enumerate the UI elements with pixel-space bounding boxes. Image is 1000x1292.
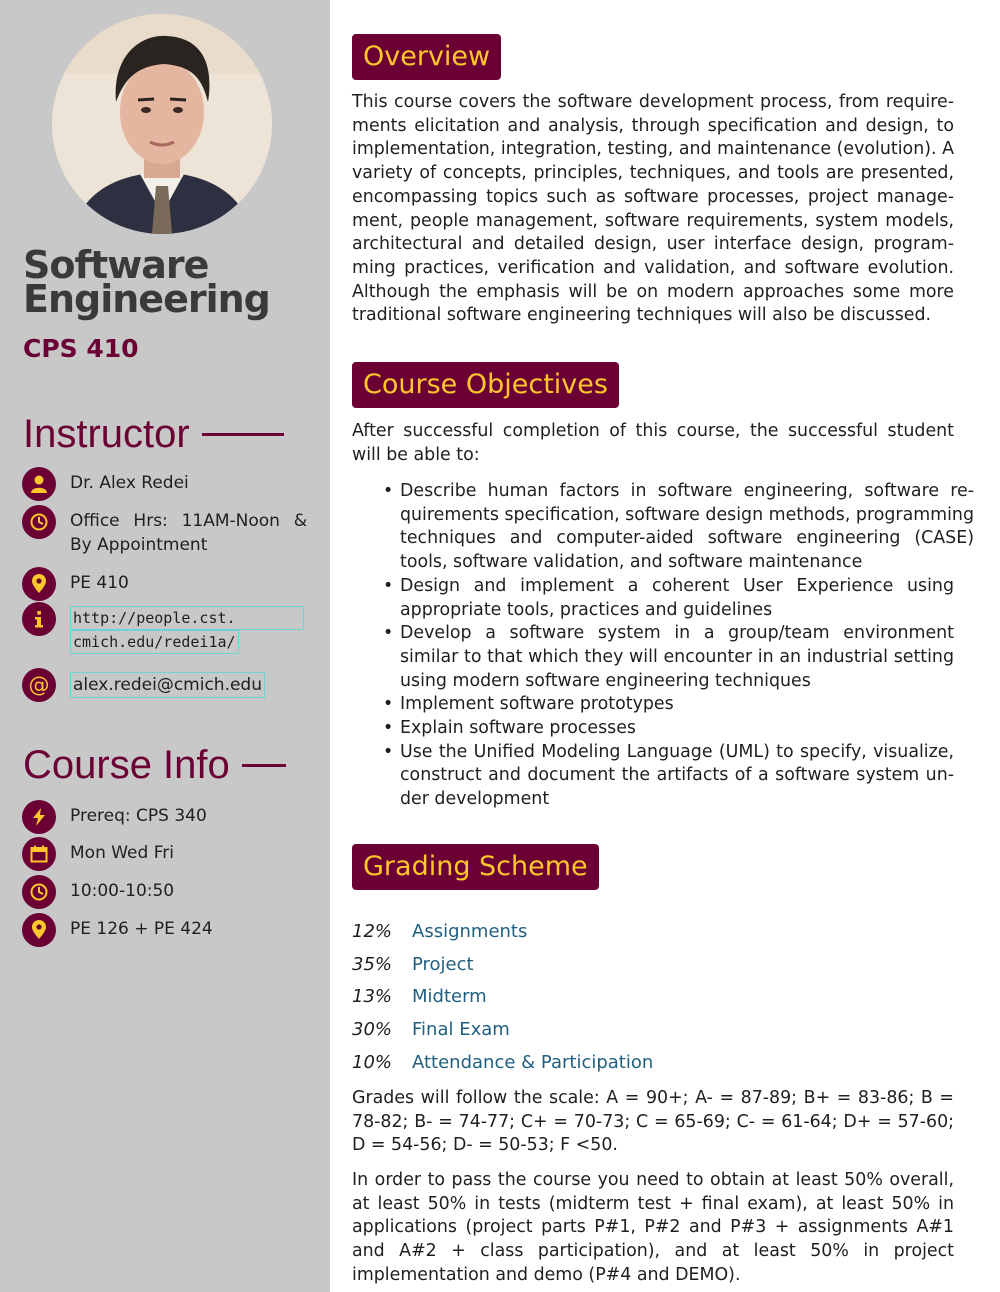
calendar-icon [22, 837, 56, 871]
grading-row [352, 1051, 653, 1075]
grading-heading: Grading Scheme [352, 844, 599, 890]
grade-percent: 35% [352, 954, 393, 975]
course-title-line2: Engineering [23, 277, 270, 321]
heading-rule [242, 764, 286, 767]
grade-percent: 12% [352, 921, 393, 942]
heading-rule [202, 433, 284, 436]
at-sign-icon: @ [22, 668, 56, 702]
office-hours-line1: Office Hrs: 11AM-Noon & [70, 511, 307, 531]
objectives-intro: After successful completion of this course, the successful student will be able to: [352, 421, 954, 465]
objective-item: • Use the Unified Modeling Language (UML) to specify, visualize, construct and document the artifacts of a software system under development [352, 741, 954, 812]
grade-percent: 30% [352, 1019, 393, 1040]
grade-item: Final Exam [412, 1019, 510, 1040]
instructor-website-link[interactable] [70, 606, 307, 654]
office-hours-line2: By Appointment [70, 535, 208, 555]
grading-row [352, 985, 487, 1009]
grading-row [352, 1018, 510, 1042]
office-hours-row [22, 509, 307, 557]
website-line1[interactable]: http://people.cst. [70, 606, 304, 630]
instructor-photo [52, 14, 272, 234]
class-room: PE 126 + PE 424 [70, 919, 213, 939]
user-icon [22, 467, 56, 501]
office-location: PE 410 [70, 573, 129, 593]
objective-item: • Design and implement a coherent User Experience using appropriate tools, practices and guidelines [352, 575, 954, 622]
clock-icon [22, 875, 56, 909]
prereq-row [22, 804, 307, 834]
grade-item: Project [412, 954, 474, 975]
class-days: Mon Wed Fri [70, 843, 174, 863]
instructor-heading-text: Instructor [23, 412, 190, 456]
website-line2[interactable]: cmich.edu/redei1a/ [70, 630, 239, 654]
overview-heading: Overview [352, 34, 501, 80]
website-row [22, 606, 307, 654]
objective-item: • Develop a software system in a group/team environment similar to that which they will encounter in an industrial setting using modern software engineering techniques [352, 622, 954, 693]
instructor-name: Dr. Alex Redei [70, 473, 189, 493]
course-info-heading [23, 743, 286, 788]
grade-item: Assignments [412, 921, 528, 942]
class-time: 10:00-10:50 [70, 881, 175, 901]
room-row [22, 917, 307, 947]
grading-row [352, 920, 527, 944]
course-title [23, 243, 270, 321]
grade-item: Attendance & Participation [412, 1052, 654, 1073]
map-pin-icon [22, 567, 56, 601]
email-row [22, 672, 307, 702]
objective-item: • Explain software processes [352, 717, 974, 741]
lightning-icon [22, 800, 56, 834]
instructor-email-link[interactable] [70, 672, 307, 698]
instructor-heading [23, 412, 284, 457]
objectives-list [352, 480, 974, 812]
overview-text: This course covers the software development process, from requirements elicitation and analysis, through specification and design, to implementation, integration, testing, and maintenance (evolution). A variety of concepts, principles, techniques, and tools are presented, encompassing topics such as software processes, project management, people management, software requirements, system models, architectural and detailed design, user interface design, programming practices, verification and validation, and software evolution. Although the emphasis will be on modern approaches some more traditional software engineering techniques will also be discussed. [352, 92, 954, 326]
map-pin-icon [22, 913, 56, 947]
grade-scale: Grades will follow the scale: A = 90+; A- = 87-89; B+ = 83-86; B = 78-82; B- = 74-77; C+ = 70-73; C = 65-69; C- = 61-64; D+ = 57-60; D = 54-56; D- = 50-53; F <50. [352, 1088, 954, 1156]
sidebar [0, 0, 330, 1292]
course-info-heading-text: Course Info [23, 743, 230, 787]
office-row [22, 571, 307, 601]
objectives-heading: Course Objectives [352, 362, 619, 408]
grading-row [352, 953, 474, 977]
info-icon [22, 602, 56, 636]
office-hours [70, 509, 307, 557]
course-code: CPS 410 [23, 334, 139, 363]
time-row [22, 879, 307, 909]
grade-percent: 10% [352, 1052, 393, 1073]
instructor-name-row [22, 471, 307, 501]
course-title-line1: Software [23, 243, 209, 287]
objective-item: • Implement software prototypes [352, 693, 974, 717]
pass-requirement: In order to pass the course you need to obtain at least 50% overall, at least 50% in tests (midterm test + final exam), at least 50% in applications (project parts P#1, P#2 and P#3 + assignments A#1 and A#2 + class participation), and at least 50% in project implementation and demo (P#4 and DEMO). [352, 1170, 954, 1285]
days-row [22, 841, 307, 871]
email[interactable]: alex.redei@cmich.edu [70, 672, 265, 698]
objective-item: • Describe human factors in software engineering, software requirements specification, software design methods, programming techniques and computer-aided software engineering (CASE) tools, software validation, and software maintenance [352, 480, 974, 575]
grade-item: Midterm [412, 986, 487, 1007]
clock-icon [22, 505, 56, 539]
prereq: Prereq: CPS 340 [70, 806, 207, 826]
grade-percent: 13% [352, 986, 393, 1007]
